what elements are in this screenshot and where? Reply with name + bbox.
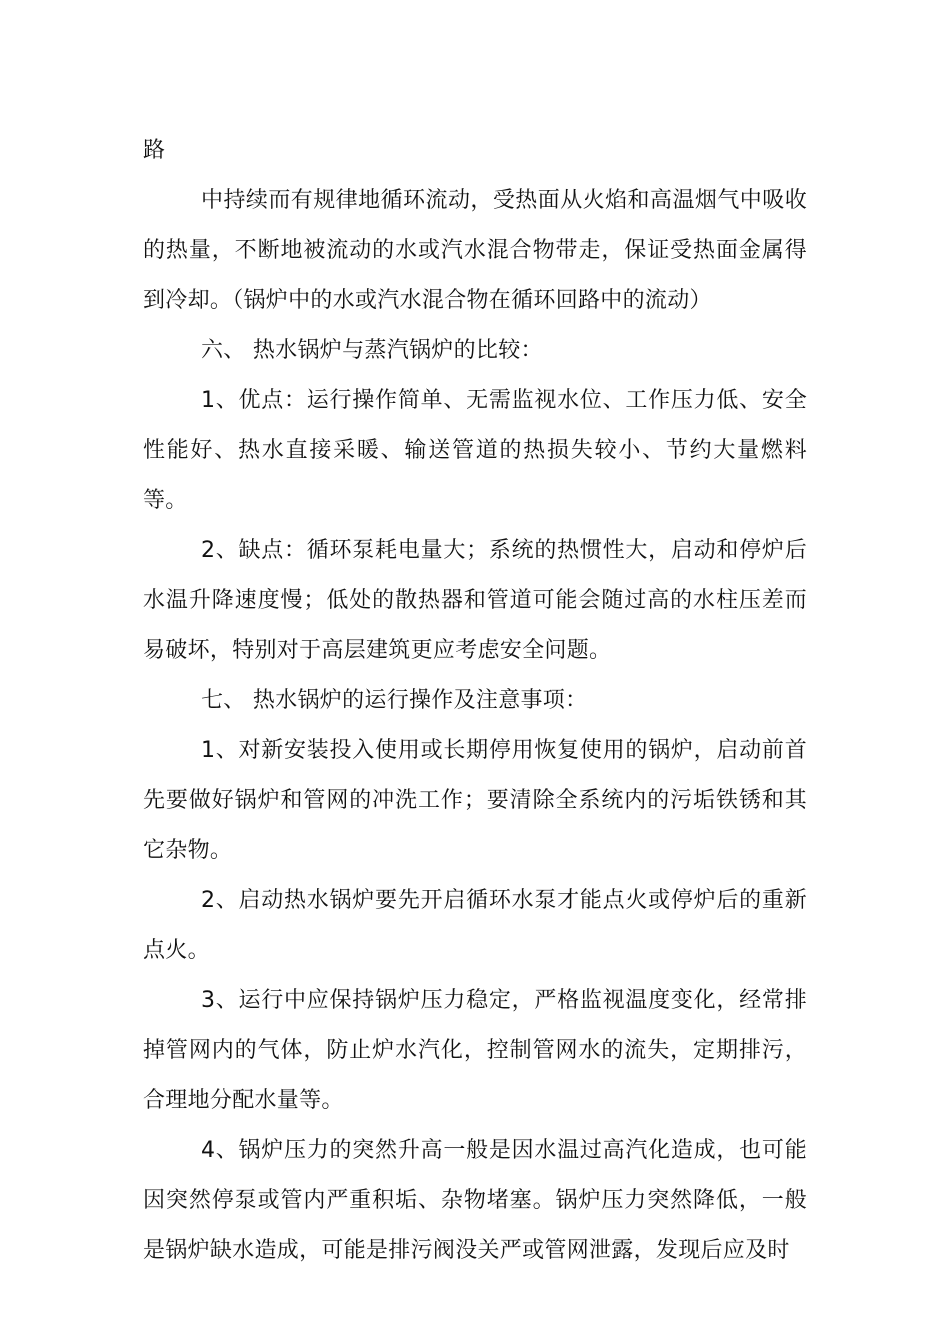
paragraph-circulation: 中持续而有规律地循环流动，受热面从火焰和高温烟气中吸收的热量，不断地被流动的水或汽水混合物带走，保证受热面金属得到冷却。（锅炉中的水或汽水混合物在循环回路中的流动） [143, 188, 807, 313]
paragraph-item-4: 4、锅炉压力的突然升高一般是因水温过高汽化造成，也可能因突然停泵或管内严重积垢、杂物堵塞。锅炉压力突然降低，一般是锅炉缺水造成，可能是排污阀没关严或管网泄露，发现后应及时 [143, 1138, 807, 1263]
document-page [143, 126, 807, 1276]
paragraph-item-2: 2、启动热水锅炉要先开启循环水泵才能点火或停炉后的重新点火。 [143, 888, 807, 963]
paragraph-disadvantages: 2、缺点：循环泵耗电量大；系统的热惯性大，启动和停炉后水温升降速度慢；低处的散热器和管道可能会随过高的水柱压差而易破坏，特别对于高层建筑更应考虑安全问题。 [143, 538, 807, 663]
paragraph-continuation-fragment: 路 [143, 138, 166, 163]
paragraph-item-1: 1、对新安装投入使用或长期停用恢复使用的锅炉，启动前首先要做好锅炉和管网的冲洗工作；要清除全系统内的污垢铁锈和其它杂物。 [143, 738, 807, 863]
paragraph-advantages: 1、优点：运行操作简单、无需监视水位、工作压力低、安全性能好、热水直接采暖、输送管道的热损失较小、节约大量燃料等。 [143, 388, 807, 513]
section-heading-seven: 七、 热水锅炉的运行操作及注意事项： [201, 688, 588, 713]
section-heading-six: 六、 热水锅炉与蒸汽锅炉的比较： [201, 338, 543, 363]
paragraph-item-3: 3、运行中应保持锅炉压力稳定，严格监视温度变化，经常排掉管网内的气体，防止炉水汽化，控制管网水的流失，定期排污，合理地分配水量等。 [143, 988, 807, 1113]
